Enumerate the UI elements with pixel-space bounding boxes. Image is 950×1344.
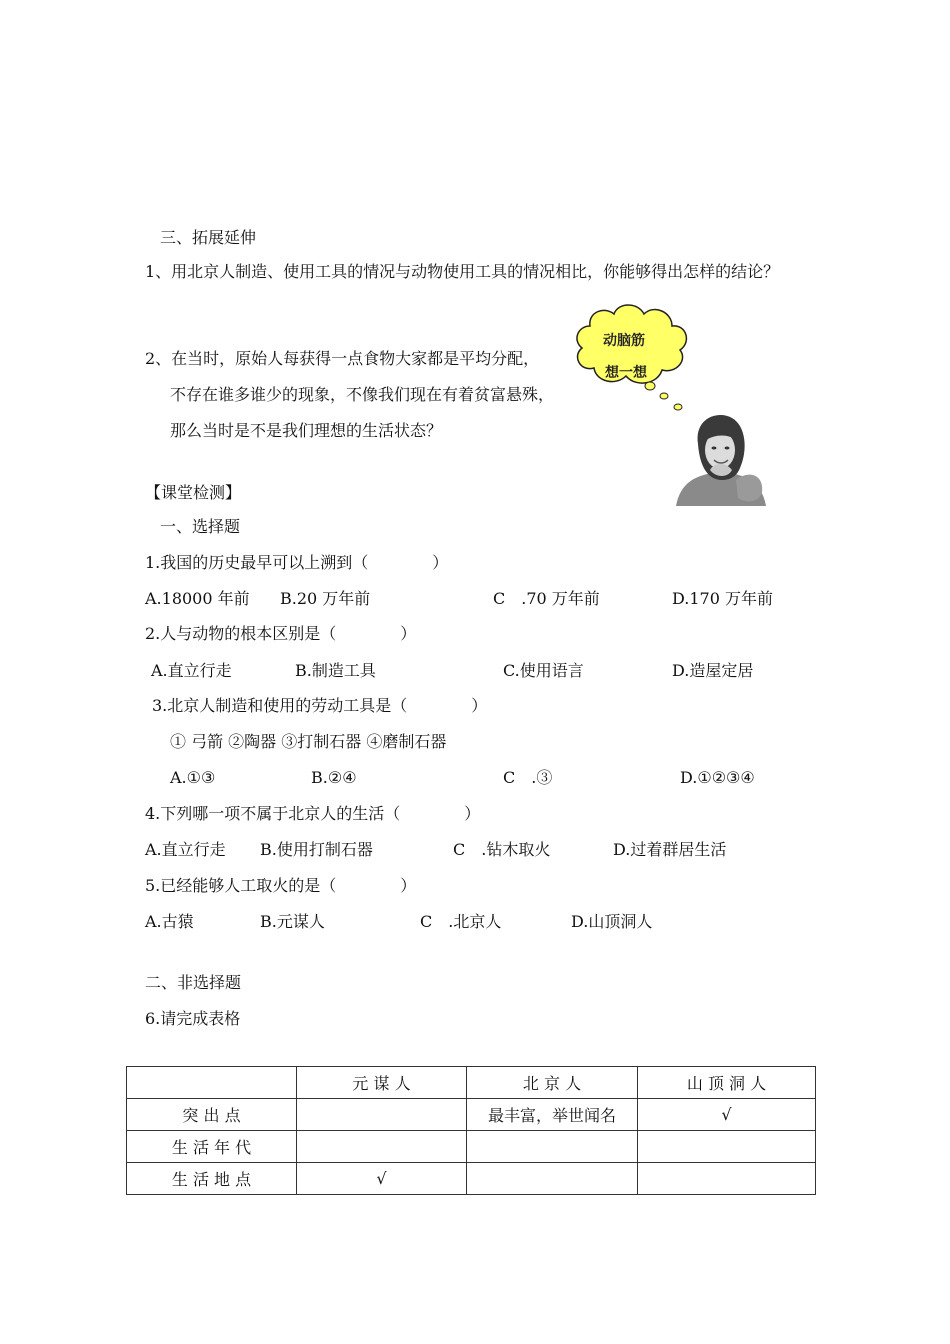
q3-option-d: D.①②③④ (680, 768, 755, 787)
question-2: 2.人与动物的根本区别是（ ） (145, 624, 417, 643)
q3-option-c: C .③ (503, 768, 553, 787)
table-cell (297, 1099, 467, 1131)
section-non-choice: 二、非选择题 (145, 973, 242, 992)
table-row-label: 突 出 点 (127, 1099, 297, 1131)
table-cell (467, 1131, 638, 1163)
classroom-heading: 【课堂检测】 (145, 483, 242, 502)
q1-option-d: D.170 万年前 (672, 589, 773, 608)
q2-option-d: D.造屋定居 (672, 661, 754, 680)
bubble-text-line-2: 想一想 (605, 365, 647, 381)
table-header-cell: 元 谋 人 (297, 1067, 467, 1099)
extension-question-2-line-3: 那么当时是不是我们理想的生活状态？ (170, 421, 443, 440)
question-5: 5.已经能够人工取火的是（ ） (145, 876, 417, 895)
table-row-label: 生 活 地 点 (127, 1163, 297, 1195)
table-cell (638, 1131, 816, 1163)
question-3: 3.北京人制造和使用的劳动工具是（ ） (152, 696, 488, 715)
table-header-cell: 山 顶 洞 人 (638, 1067, 816, 1099)
extension-heading: 三、拓展延伸 (160, 228, 257, 247)
question-4: 4.下列哪一项不属于北京人的生活（ ） (145, 804, 481, 823)
table-cell (467, 1163, 638, 1195)
bubble-text-line-1: 动脑筋 (603, 333, 645, 349)
q2-option-b: B.制造工具 (295, 661, 376, 680)
q2-option-c: C.使用语言 (503, 661, 584, 680)
table-cell: 最丰富，举世闻名 (467, 1099, 638, 1131)
question-6: 6.请完成表格 (145, 1009, 241, 1028)
q3-option-b: B.②④ (311, 768, 357, 787)
q1-option-b: B.20 万年前 (280, 589, 371, 608)
table-row (127, 1099, 816, 1131)
table-row (127, 1131, 816, 1163)
q1-option-c: C .70 万年前 (493, 589, 600, 608)
q4-option-c: C .钻木取火 (453, 840, 551, 859)
table-row (127, 1163, 816, 1195)
comparison-table (126, 1066, 816, 1195)
extension-question-2-line-1: 2、在当时，原始人每获得一点食物大家都是平均分配， (145, 349, 540, 368)
q1-option-a: A.18000 年前 (145, 589, 250, 608)
q3-option-a: A.①③ (170, 768, 216, 787)
question-3-items: ① 弓箭 ②陶器 ③打制石器 ④磨制石器 (170, 732, 447, 751)
extension-question-2-line-2: 不存在谁多谁少的现象，不像我们现在有着贫富悬殊， (170, 385, 555, 404)
table-cell: √ (638, 1099, 816, 1131)
portrait-illustration (676, 410, 766, 506)
q4-option-a: A.直立行走 (145, 840, 226, 859)
q2-option-a: A.直立行走 (151, 661, 232, 680)
q4-option-b: B.使用打制石器 (260, 840, 373, 859)
question-1: 1.我国的历史最早可以上溯到（ ） (145, 553, 449, 572)
table-header-cell: 北 京 人 (467, 1067, 638, 1099)
table-cell (638, 1163, 816, 1195)
table-row-label: 生 活 年 代 (127, 1131, 297, 1163)
q4-option-d: D.过着群居生活 (613, 840, 727, 859)
q5-option-c: C .北京人 (420, 912, 502, 931)
extension-question-1: 1、用北京人制造、使用工具的情况与动物使用工具的情况相比，你能够得出怎样的结论？ (145, 262, 780, 281)
table-header-row (127, 1067, 816, 1099)
q5-option-a: A.古猿 (145, 912, 194, 931)
thought-trail-icon (640, 380, 690, 414)
table-cell (297, 1131, 467, 1163)
table-cell: √ (297, 1163, 467, 1195)
table-header-cell (127, 1067, 297, 1099)
q5-option-d: D.山顶洞人 (571, 912, 653, 931)
section-multiple-choice: 一、选择题 (160, 517, 241, 536)
q5-option-b: B.元谋人 (260, 912, 325, 931)
